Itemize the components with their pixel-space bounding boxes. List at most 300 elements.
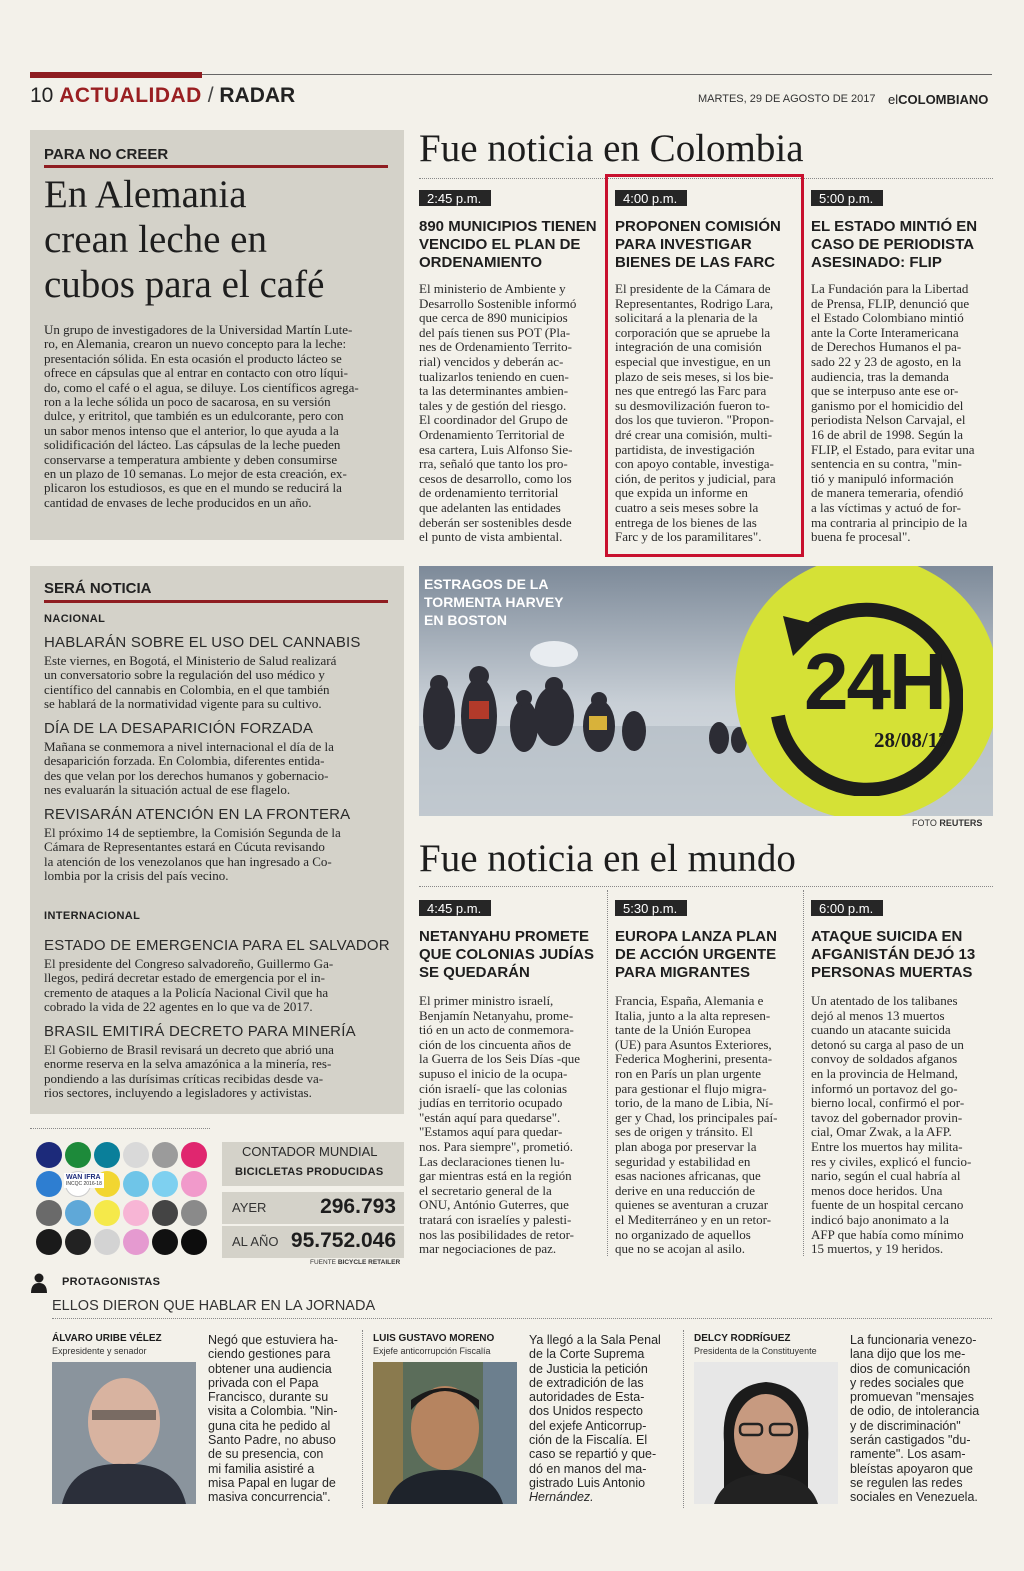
body-line: derive en una reducción de bbox=[615, 1182, 756, 1198]
mundo-title-rule bbox=[419, 886, 993, 887]
body-line: cesos de desarrollo, como los bbox=[419, 470, 572, 486]
body-line: detonó su carga al paso de un bbox=[811, 1036, 964, 1052]
body-line: quienes se aventuran a cruzar bbox=[615, 1197, 769, 1213]
body-line: científico del cannabis en Colombia, en el que también bbox=[44, 681, 330, 697]
body-line: do, como el café o el agua, se diluye. Los científicos agrega- bbox=[44, 379, 359, 395]
body-line: El Gobierno de Brasil revisará un decreto que abrió una bbox=[44, 1042, 334, 1057]
body-line: convoy de soldados afganos bbox=[811, 1051, 958, 1067]
counter-row bbox=[222, 1226, 404, 1258]
body-line: Benjamín Netanyahu, prome- bbox=[419, 1007, 574, 1023]
body-line: Representantes, Rodrigo Lara, bbox=[615, 295, 774, 311]
body-line: deberán ser sostenibles desde bbox=[419, 514, 572, 530]
caption-line: ESTRAGOS DE LA bbox=[424, 576, 549, 592]
body-line: sado 22 y 23 de agosto, en la bbox=[811, 353, 962, 369]
body-line: que expida un informe en bbox=[615, 485, 748, 501]
body-line: para gestionar el flujo migra- bbox=[615, 1080, 767, 1096]
body-line: cobrado la vida de 22 agentes en lo que va de 2017. bbox=[44, 999, 313, 1015]
body-line: nos. Para siempre", prometió. bbox=[419, 1138, 574, 1154]
body-line: de Derechos Humanos el pa- bbox=[811, 339, 962, 355]
body-line: conservarse a temperatura ambiente y deben consumirse bbox=[44, 451, 338, 467]
body-line: buena fe procesal". bbox=[811, 529, 911, 545]
header-red-bar bbox=[30, 72, 202, 78]
time-badge: 5:30 p.m. bbox=[615, 900, 687, 916]
source-prefix: FUENTE bbox=[310, 1259, 336, 1266]
protagonist-name: LUIS GUSTAVO MORENO bbox=[373, 1333, 495, 1344]
body-line: dré crear una comisión, multi- bbox=[615, 426, 773, 442]
quote-line: misa Papal en lugar de bbox=[208, 1475, 336, 1490]
headline-line: PERSONAS MUERTAS bbox=[811, 964, 973, 981]
counter-label: AYER bbox=[232, 1200, 267, 1215]
body-line: rios sectores, incluyendo a legisladores y activistas. bbox=[44, 1085, 312, 1101]
body-line: de ordenamiento territorial bbox=[419, 485, 559, 501]
quote-line: autoridades de Esta- bbox=[529, 1390, 645, 1405]
quote-line: masiva concurrencia". bbox=[208, 1490, 331, 1505]
body-line: Federica Mogherini, presenta- bbox=[615, 1051, 773, 1067]
news-headline bbox=[615, 218, 801, 272]
body-line: desaparición forzada. En Colombia, diferentes entida- bbox=[44, 753, 325, 769]
color-dot bbox=[123, 1200, 149, 1226]
body-line: bierno local, confirmó el por- bbox=[811, 1095, 965, 1111]
quote-line: bleístas apoyaron que bbox=[850, 1461, 974, 1476]
body-line: fuente de un hospital cercano bbox=[811, 1197, 964, 1213]
body-line: Las declaraciones tienen lu- bbox=[419, 1153, 565, 1169]
color-dot bbox=[36, 1171, 62, 1197]
body-line: audiencia, tras la demanda bbox=[811, 368, 949, 384]
body-line: El primer ministro israelí, bbox=[419, 993, 554, 1008]
colombia-news-item bbox=[615, 190, 801, 545]
color-dot bbox=[152, 1229, 178, 1255]
body-line: "Estamos aquí para quedar- bbox=[419, 1124, 563, 1140]
body-line: que cerca de 890 municipios bbox=[419, 310, 568, 326]
color-dot bbox=[152, 1142, 178, 1168]
protagonistas-subtitle: ELLOS DIERON QUE HABLAR EN LA JORNADA bbox=[52, 1298, 376, 1314]
color-dot bbox=[94, 1229, 120, 1255]
quote-line: se regulen las redes bbox=[850, 1475, 963, 1490]
body-line: torio, de la mano de Libia, Ní- bbox=[615, 1095, 774, 1111]
color-dot bbox=[36, 1142, 62, 1168]
headline-line: PARA MIGRANTES bbox=[615, 964, 750, 981]
color-dot bbox=[181, 1200, 207, 1226]
body-line: sentencia en su contra, "min- bbox=[811, 456, 962, 472]
body-line: El ministerio de Ambiente y bbox=[419, 281, 566, 296]
mundo-news-item bbox=[811, 900, 995, 1257]
sera-noticia-rule bbox=[44, 600, 388, 603]
protagonistas-label: PROTAGONISTAS bbox=[62, 1276, 161, 1288]
headline-line: crean leche en bbox=[44, 218, 267, 261]
body-line: periodista Nelson Carvajal, el bbox=[811, 412, 966, 428]
para-no-creer-headline bbox=[44, 172, 394, 307]
protagonist-quote bbox=[208, 1333, 358, 1505]
brand-prefix: el bbox=[888, 92, 899, 107]
body-line: nes de Ordenamiento Territo- bbox=[419, 339, 572, 355]
body-line: dulce, y eritritol, que también es un edulcorante, pero con bbox=[44, 408, 344, 424]
quote-line: ramente". Los asam- bbox=[850, 1447, 966, 1462]
body-line: tante de la Unión Europea bbox=[615, 1022, 751, 1038]
body-line: cuando un atacante suicida bbox=[811, 1022, 951, 1038]
brand-logo bbox=[888, 92, 988, 107]
photo-caption bbox=[424, 575, 564, 629]
body-line: presentación sólida. En esta ocasión el producto lácteo se bbox=[44, 350, 342, 366]
body-line: tavoz del gobernador provin- bbox=[811, 1109, 963, 1125]
color-dot bbox=[181, 1171, 207, 1197]
item-body bbox=[44, 826, 394, 884]
body-line: Italia, junto a la alta represen- bbox=[615, 1007, 771, 1023]
body-line: ante la Corte Interamericana bbox=[811, 324, 959, 340]
news-headline bbox=[811, 928, 995, 982]
body-line: con apoyo contable, investiga- bbox=[615, 456, 774, 472]
body-line: que adelanten las entidades bbox=[419, 499, 561, 515]
body-line: Cámara de Representantes estará en Cúcuta revisando bbox=[44, 839, 325, 855]
counter-title: CONTADOR MUNDIAL bbox=[242, 1144, 378, 1159]
body-line: Ordenamiento Territorial de bbox=[419, 426, 565, 442]
quote-line: de odio, de intolerancia bbox=[850, 1404, 980, 1419]
body-line: judías en territorio ocupado bbox=[419, 1095, 563, 1111]
body-line: ofrece en cápsulas que al entrar en contacto con otro líqui- bbox=[44, 365, 348, 381]
body-line: informó un portavoz del go- bbox=[811, 1080, 958, 1096]
brand-name: COLOMBIANO bbox=[898, 92, 989, 107]
body-line: ma contraria al principio de la bbox=[811, 514, 968, 530]
color-dot bbox=[123, 1229, 149, 1255]
body-line: la atención de los venezolanos que han ingresado a Co- bbox=[44, 853, 332, 869]
protagonist-photo bbox=[52, 1362, 196, 1504]
quote-line: y redes sociales que bbox=[850, 1375, 964, 1390]
para-no-creer-body bbox=[44, 323, 394, 510]
quote-line: gistrado Luis Antonio bbox=[529, 1475, 646, 1490]
color-dot bbox=[65, 1229, 91, 1255]
sera-noticia-label: SERÁ NOTICIA bbox=[44, 580, 152, 597]
quote-line: obtener una audiencia bbox=[208, 1361, 332, 1376]
headline-line: DE ACCIÓN URGENTE bbox=[615, 946, 777, 963]
nacional-label: NACIONAL bbox=[44, 613, 106, 625]
colombia-news-item bbox=[811, 190, 995, 545]
protagonist-quote bbox=[529, 1333, 679, 1505]
body-line: FLIP, el Estado, para evitar una bbox=[811, 441, 975, 457]
color-dot bbox=[123, 1142, 149, 1168]
caption-line: EN BOSTON bbox=[424, 612, 507, 628]
body-line: integración de una comisión bbox=[615, 339, 762, 355]
headline-line: PARA INVESTIGAR bbox=[615, 236, 752, 253]
item-title: BRASIL EMITIRÁ DECRETO PARA MINERÍA bbox=[44, 1023, 356, 1040]
badge-date: 28/08/17 bbox=[874, 728, 949, 752]
protagonist-photo bbox=[694, 1362, 838, 1504]
body-line: nes evaluarán la situación actual de ese flagelo. bbox=[44, 782, 291, 798]
news-headline bbox=[419, 928, 605, 982]
headline-line: EUROPA LANZA PLAN bbox=[615, 928, 777, 945]
body-line: un conversatorio sobre la regulación del uso médico y bbox=[44, 667, 325, 683]
body-line: Un grupo de investigadores de la Universidad Martín Lute- bbox=[44, 322, 353, 337]
body-line: cremento de ataques a la Policía Nacional Civil que ha bbox=[44, 984, 329, 1000]
body-line: El presidente de la Cámara de bbox=[615, 281, 771, 296]
counter-value: 296.793 bbox=[320, 1195, 396, 1218]
body-line: pondiendo a las durísimas críticas recibidas desde va- bbox=[44, 1070, 324, 1086]
sera-noticia-item bbox=[44, 937, 394, 1015]
body-line: cuatro a seis meses sobre la bbox=[615, 499, 759, 515]
body-line: el secretario general de la bbox=[419, 1182, 552, 1198]
headline-line: cubos para el café bbox=[44, 263, 325, 306]
body-line: Desarrollo Sostenible informó bbox=[419, 295, 577, 311]
body-line: nes que entregó las Farc para bbox=[615, 383, 767, 399]
headline-line: QUE COLONIAS JUDÍAS bbox=[419, 946, 595, 963]
badge-24h-label: 24H bbox=[804, 637, 945, 726]
color-dot bbox=[94, 1200, 120, 1226]
body-line: ción israelí- que las colonias bbox=[419, 1080, 568, 1096]
item-title: REVISARÁN ATENCIÓN EN LA FRONTERA bbox=[44, 806, 351, 823]
quote-line: de la Corte Suprema bbox=[529, 1347, 645, 1362]
news-body bbox=[811, 282, 995, 545]
body-line: tratará con israelíes y palesti- bbox=[419, 1211, 572, 1227]
body-line: tió en un acto de conmemora- bbox=[419, 1022, 574, 1038]
body-line: Mañana se conmemora a nivel internacional el día de la bbox=[44, 739, 334, 754]
quote-line: del exjefe Anticorrup- bbox=[529, 1418, 647, 1433]
body-line: plan aboga por preservar la bbox=[615, 1138, 757, 1154]
body-line: lombia por la crisis del país vecino. bbox=[44, 868, 229, 884]
quote-line: lana dijo que los me- bbox=[850, 1347, 966, 1362]
body-line: dos los que tuvieron. "Propon- bbox=[615, 412, 774, 428]
body-line: ro, en Alemania, crearon un nuevo concepto para la leche: bbox=[44, 336, 347, 352]
body-line: que se interpuso ante ese or- bbox=[811, 383, 959, 399]
quote-line: serán castigados "du- bbox=[850, 1433, 971, 1448]
time-badge: 4:00 p.m. bbox=[615, 190, 687, 206]
item-title: HABLARÁN SOBRE EL USO DEL CANNABIS bbox=[44, 634, 361, 651]
body-line: nos las posibilidades de retor- bbox=[419, 1226, 574, 1242]
mundo-section-title: Fue noticia en el mundo bbox=[419, 837, 796, 880]
quote-line: dios de comunicación bbox=[850, 1361, 971, 1376]
counter-source bbox=[310, 1259, 400, 1266]
quote-line: privada con el Papa bbox=[208, 1375, 319, 1390]
counter-box bbox=[222, 1142, 404, 1260]
portrait-man-icon bbox=[373, 1362, 517, 1504]
logo-sub: INCQC 2016-18 bbox=[66, 1181, 102, 1187]
color-dot bbox=[152, 1200, 178, 1226]
portrait-woman-icon bbox=[694, 1362, 838, 1504]
body-line: ron a la leche sólida un poco de sacarosa, en su versión bbox=[44, 394, 331, 410]
quote-line: dó en manos del ma- bbox=[529, 1461, 647, 1476]
color-dot bbox=[123, 1171, 149, 1197]
headline-line: ORDENAMIENTO bbox=[419, 254, 543, 271]
body-line: a las víctimas y actuó de for- bbox=[811, 499, 961, 515]
source-name: BICYCLE RETAILER bbox=[337, 1259, 401, 1266]
wan-ifra-logo bbox=[64, 1173, 104, 1188]
sera-noticia-item bbox=[44, 806, 394, 884]
body-line: rial) vencidos y deberán ac- bbox=[419, 353, 564, 369]
mundo-news-item bbox=[419, 900, 605, 1257]
counter-subtitle: BICICLETAS PRODUCIDAS bbox=[235, 1166, 384, 1178]
colombia-news-item bbox=[419, 190, 605, 545]
body-line: Entre los muertos hay milita- bbox=[811, 1138, 963, 1154]
body-line: el punto de vista ambiental. bbox=[419, 529, 563, 545]
body-line: mar negociaciones de paz. bbox=[419, 1241, 557, 1257]
time-badge: 2:45 p.m. bbox=[419, 190, 491, 206]
counter-label: AL AÑO bbox=[232, 1234, 279, 1249]
body-line: menos doce heridos. Una bbox=[811, 1182, 943, 1198]
item-title: ESTADO DE EMERGENCIA PARA EL SALVADOR bbox=[44, 937, 390, 954]
colombia-section-title: Fue noticia en Colombia bbox=[419, 127, 804, 170]
body-line: cantidad de envases de leche producidos en un año. bbox=[44, 494, 312, 510]
protagonistas-rule bbox=[52, 1318, 992, 1319]
body-line: de Prensa, FLIP, denunció que bbox=[811, 295, 970, 311]
para-no-creer-rule bbox=[44, 165, 388, 168]
quote-line: y de discriminación" bbox=[850, 1418, 961, 1433]
body-line: "están aquí para quedarse". bbox=[419, 1109, 561, 1125]
body-line: dejó al menos 13 muertos bbox=[811, 1007, 945, 1023]
body-line: plicaron los estudiosos, es que en el mundo se reducirá la bbox=[44, 480, 342, 496]
body-line: seguridad y estabilidad en bbox=[615, 1153, 751, 1169]
quote-line: visita a Colombia. "Nin- bbox=[208, 1404, 338, 1419]
color-dot bbox=[65, 1200, 91, 1226]
body-line: su desmovilización fueron to- bbox=[615, 397, 770, 413]
quote-line: de Justicia la petición bbox=[529, 1361, 648, 1376]
body-line: AFP que había como mínimo bbox=[811, 1226, 964, 1242]
subsection-name: RADAR bbox=[219, 84, 296, 107]
color-dot bbox=[94, 1142, 120, 1168]
body-line: La Fundación para la Libertad bbox=[811, 281, 969, 296]
news-body bbox=[419, 282, 605, 545]
body-line: Francia, España, Alemania e bbox=[615, 993, 764, 1008]
issue-date: MARTES, 29 DE AGOSTO DE 2017 bbox=[698, 93, 876, 105]
body-line: esas naciones africanas, que bbox=[615, 1168, 761, 1184]
protagonist-role: Presidenta de la Constituyente bbox=[694, 1346, 817, 1356]
logo-text: WAN IFRA bbox=[66, 1174, 101, 1181]
body-line: ron en París un plan urgente bbox=[615, 1065, 761, 1081]
quote-line: caso se repartió y que- bbox=[529, 1447, 657, 1462]
body-line: corporación que se apruebe la bbox=[615, 324, 771, 340]
body-line: enorme reserva en la selva amazónica a la minería, res- bbox=[44, 1056, 332, 1072]
body-line: el Mediterráneo y en un retor- bbox=[615, 1211, 772, 1227]
page-header bbox=[30, 84, 295, 108]
body-line: gar mientras está en la región bbox=[419, 1168, 572, 1184]
body-line: Farc y de los paramilitares". bbox=[615, 529, 762, 545]
body-line: supuso el inicio de la ocupa- bbox=[419, 1065, 568, 1081]
sera-noticia-item bbox=[44, 634, 394, 712]
body-line: tualizarlos teniendo en cuen- bbox=[419, 368, 569, 384]
body-line: solicitará a la plenaria de la bbox=[615, 310, 758, 326]
body-line: rra, señaló que tanto los pro- bbox=[419, 456, 568, 472]
quote-line: Francisco, durante su bbox=[208, 1390, 329, 1405]
body-line: especial que investigue, en un bbox=[615, 353, 771, 369]
para-no-creer-label: PARA NO CREER bbox=[44, 146, 169, 163]
body-line: del país tienen sus POT (Pla- bbox=[419, 324, 571, 340]
print-control-bar bbox=[30, 1128, 210, 1258]
sera-noticia-item bbox=[44, 1023, 394, 1101]
item-body bbox=[44, 654, 394, 712]
headline-line: VENCIDO EL PLAN DE bbox=[419, 236, 581, 253]
quote-line: La funcionaria venezo- bbox=[850, 1333, 977, 1347]
portrait-man-icon bbox=[52, 1362, 196, 1504]
body-line: des que velan por los derechos humanos y gobernacio- bbox=[44, 767, 329, 783]
body-line: un sabor menos intenso que el anterior, lo que ayuda a la bbox=[44, 422, 339, 438]
headline-line: ASESINADO: FLIP bbox=[811, 254, 942, 271]
body-line: Un atentado de los talibanes bbox=[811, 993, 958, 1008]
protagonist-role: Exjefe anticorrupción Fiscalía bbox=[373, 1346, 491, 1356]
body-line: ONU, António Guterres, que bbox=[419, 1197, 569, 1213]
quote-line: Hernández. bbox=[529, 1490, 594, 1505]
protagonist-quote bbox=[850, 1333, 995, 1505]
news-body bbox=[615, 994, 801, 1257]
protagonist-role: Expresidente y senador bbox=[52, 1346, 147, 1356]
internacional-label: INTERNACIONAL bbox=[44, 910, 141, 922]
quote-line: de su presencia, con bbox=[208, 1447, 324, 1462]
body-line: de manera temeraria, ofendió bbox=[811, 485, 964, 501]
quote-line: promuevan "mensajes bbox=[850, 1390, 974, 1405]
body-line: que no se acojan al asilo. bbox=[615, 1241, 745, 1257]
body-line: ta las determinantes ambien- bbox=[419, 383, 569, 399]
body-line: llegos, pedirá decretar estado de emergencia por el in- bbox=[44, 970, 325, 986]
column-divider bbox=[683, 1330, 684, 1508]
headline-line: NETANYAHU PROMETE bbox=[419, 928, 590, 945]
body-line: El coordinador del Grupo de bbox=[419, 412, 568, 428]
caption-line: TORMENTA HARVEY bbox=[424, 594, 564, 610]
body-line: 15 muertos, y 19 heridos. bbox=[811, 1241, 944, 1257]
body-line: indicó bajo anonimato a la bbox=[811, 1211, 949, 1227]
headline-line: EL ESTADO MINTIÓ EN bbox=[811, 218, 978, 235]
body-line: tales y de gestión del riesgo. bbox=[419, 397, 567, 413]
color-dot bbox=[181, 1142, 207, 1168]
item-body bbox=[44, 1043, 394, 1101]
body-line: en la provincia de Helmand, bbox=[811, 1065, 958, 1081]
quote-line: Ya llegó a la Sala Penal bbox=[529, 1333, 661, 1347]
quote-line: ciendo gestiones para bbox=[208, 1347, 331, 1362]
body-line: ción de los cincuenta años de bbox=[419, 1036, 571, 1052]
news-headline bbox=[419, 218, 605, 272]
time-badge: 6:00 p.m. bbox=[811, 900, 883, 916]
body-line: El presidente del Congreso salvadoreño, Guillermo Ga- bbox=[44, 956, 334, 971]
section-name: ACTUALIDAD bbox=[59, 84, 202, 107]
photo-credit bbox=[912, 818, 982, 828]
mundo-news-item bbox=[615, 900, 801, 1257]
column-divider bbox=[803, 890, 804, 1256]
protagonist-name: ÁLVARO URIBE VÉLEZ bbox=[52, 1333, 162, 1344]
credit-prefix: FOTO bbox=[912, 818, 937, 828]
body-line: nario, según el cual habría al bbox=[811, 1168, 961, 1184]
headline-line: SE QUEDARÁN bbox=[419, 964, 530, 981]
color-dot bbox=[181, 1229, 207, 1255]
quote-line: sociales en Venezuela. bbox=[850, 1490, 978, 1505]
news-headline bbox=[615, 928, 801, 982]
credit-name: REUTERS bbox=[939, 818, 983, 828]
column-divider bbox=[607, 890, 608, 1256]
item-body bbox=[44, 957, 394, 1015]
body-line: El próximo 14 de septiembre, la Comisión Segunda de la bbox=[44, 825, 341, 840]
headline-line: CASO DE PERIODISTA bbox=[811, 236, 975, 253]
body-line: res y civiles, explicó el funcio- bbox=[811, 1153, 972, 1169]
body-line: solidificación del lácteo. Las cápsulas de la leche pueden bbox=[44, 437, 341, 453]
quote-line: dos Unidos respecto bbox=[529, 1404, 643, 1419]
quote-line: ción de la Fiscalía. El bbox=[529, 1433, 648, 1448]
news-headline bbox=[811, 218, 995, 272]
person-icon bbox=[30, 1272, 48, 1294]
headline-line: ATAQUE SUICIDA EN bbox=[811, 928, 963, 945]
headline-line: BIENES DE LAS FARC bbox=[615, 254, 776, 271]
headline-line: 890 MUNICIPIOS TIENEN bbox=[419, 218, 597, 235]
body-line: (UE) para Asuntos Exteriores, bbox=[615, 1036, 772, 1052]
news-body bbox=[615, 282, 801, 545]
quote-line: guna cita he pedido al bbox=[208, 1418, 331, 1433]
body-line: cial, Omar Zwak, a la AFP. bbox=[811, 1124, 952, 1140]
body-line: plazo de seis meses, si los bie- bbox=[615, 368, 774, 384]
column-divider bbox=[362, 1330, 363, 1508]
protagonist-photo bbox=[373, 1362, 517, 1504]
quote-line: Santo Padre, no abuso bbox=[208, 1433, 336, 1448]
item-title: DÍA DE LA DESAPARICIÓN FORZADA bbox=[44, 720, 314, 737]
control-bar-rule bbox=[30, 1128, 210, 1129]
quote-line: mi familia asistiré a bbox=[208, 1461, 315, 1476]
counter-value: 95.752.046 bbox=[290, 1229, 396, 1252]
counter-row bbox=[222, 1192, 404, 1224]
header-rule bbox=[202, 74, 992, 75]
quote-line: Negó que estuviera ha- bbox=[208, 1333, 338, 1347]
color-dot bbox=[36, 1200, 62, 1226]
body-line: tió y manipuló información bbox=[811, 470, 954, 486]
